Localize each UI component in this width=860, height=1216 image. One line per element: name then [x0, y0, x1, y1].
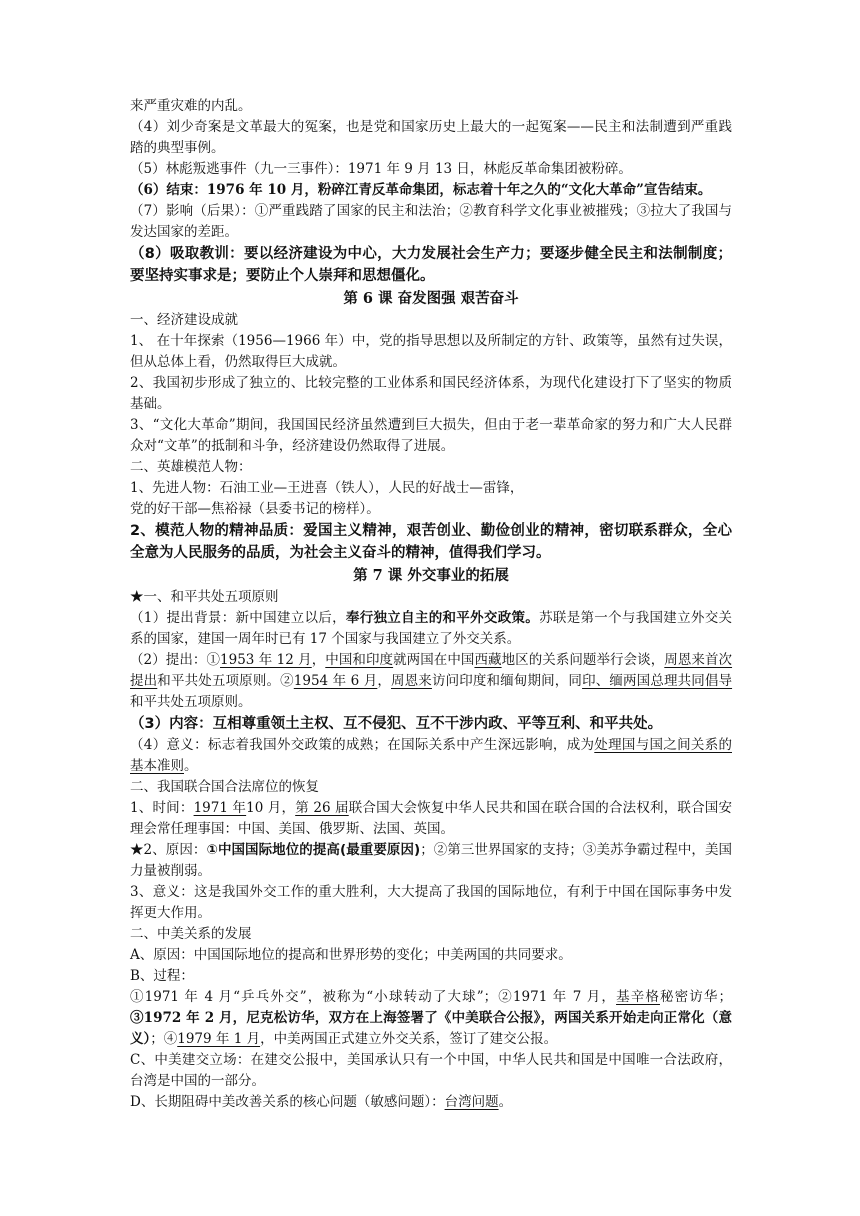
- lesson7-title: 第 7 课 外交事业的拓展: [353, 567, 509, 584]
- section-heading: 二、我国联合国合法席位的恢复: [130, 779, 319, 795]
- text-span: 地区的关系问题举行会谈，: [501, 652, 665, 668]
- underlined-text: 台湾问题: [444, 1094, 499, 1110]
- background-paragraph: [130, 608, 732, 650]
- text-span: （2）提出：①: [130, 652, 221, 668]
- text-span-bold: ①中国国际地位的提高(最重要原因): [206, 842, 421, 858]
- text-line: （5）林彪叛逃事件（九一三事件）：1971 年 9 月 13 日，林彪反革命集团被粉碎。: [130, 161, 632, 177]
- text-span: 和平共处五项原则。: [130, 694, 252, 710]
- text-span: 苏联是第一个与我国建立外交关系的国家，建国一周年时已有 17 个国家与我国建立了外交关系。: [130, 610, 733, 647]
- text-span: ，: [311, 652, 326, 668]
- lesson6-title: 第 6 课 奋发图强 艰苦奋斗: [343, 290, 519, 307]
- underlined-text: 周恩来首次提出: [130, 652, 733, 689]
- document-page: [130, 96, 732, 1113]
- text-span: 秘密访华；: [659, 989, 733, 1005]
- text-span: ，: [377, 673, 391, 689]
- text-span: 就两国在中国: [393, 652, 475, 668]
- text-span-bold: ③1972 年 2 月，尼克松访华，双方在上海签署了《中美联合公报》，两国关系开始走向正常化（意义）: [130, 1010, 732, 1047]
- section-heading: ★一、和平共处五项原则: [130, 589, 279, 605]
- underlined-text: 1954 年 6 月: [293, 673, 378, 689]
- section-heading: 一、经济建设成就: [130, 312, 238, 328]
- text-line: C、中美建交立场：在建交公报中，美国承认只有一个中国，中华人民共和国是中国唯一合法政府，台湾是中国的一部分。: [130, 1052, 732, 1089]
- text-span: （1）提出背景：新中国建立以后，: [130, 610, 346, 626]
- text-span: ；②第三世界国家的支持；③美苏争霸过程中，美国力量被削弱。: [130, 842, 732, 879]
- underlined-text: 印、缅两国总理共同倡导: [582, 673, 733, 689]
- model-spirit: 2、模范人物的精神品质：爱国主义精神，艰苦创业、勤俭创业的精神，密切联系群众，全心全意为人民服务的品质，为社会主义奋斗的精神，值得我们学习。: [130, 523, 732, 561]
- text-span: 10 月，: [246, 800, 296, 816]
- text-line: 1、 在十年探索（1956—1966 年）中，党的指导思想以及所制定的方针、政策等，虽然有过失误，但从总体上看，仍然取得巨大成就。: [130, 333, 732, 370]
- underlined-text: 1953 年 12 月: [220, 652, 312, 668]
- underlined-text: 中国和印度: [325, 652, 394, 668]
- text-span: D、长期阻碍中美改善关系的核心问题（敏感问题）：: [130, 1094, 445, 1110]
- core-issue-paragraph: [130, 1092, 732, 1113]
- text-span: ★2、原因：: [130, 842, 207, 858]
- process-paragraph: [130, 987, 732, 1050]
- un-time-paragraph: [130, 798, 732, 840]
- text-span: （4）意义：标志着我国外交政策的成熟；在国际关系中产生深远影响，成为: [130, 737, 595, 753]
- underlined-text: 1979 年 1 月: [177, 1031, 261, 1047]
- text-line: 2、我国初步形成了独立的、比较完整的工业体系和国民经济体系，为现代化建设打下了坚实的物质基础。: [130, 375, 732, 412]
- text-line: 来严重灾难的内乱。: [130, 98, 252, 114]
- un-reason-paragraph: [130, 840, 732, 882]
- section-heading: 二、中美关系的发展: [130, 926, 252, 942]
- text-span-bold: 奉行独立自主的和平外交政策。: [345, 610, 540, 626]
- text-span: 。: [184, 758, 198, 774]
- lessons-learned: （8）吸取教训：要以经济建设为中心，大力发展社会生产力；要逐步健全民主和法制制度；要坚持实事求是；要防止个人崇拜和思想僵化。: [130, 246, 732, 284]
- underlined-text: 周恩来: [391, 673, 432, 689]
- section-heading: 二、英雄模范人物：: [130, 459, 252, 475]
- underlined-text: 基辛格: [616, 989, 660, 1005]
- proposal-paragraph: [130, 650, 732, 713]
- text-line: （4）刘少奇案是文革最大的冤案，也是党和国家历史上最大的一起冤案——民主和法制遭到严重践踏的典型事例。: [130, 119, 732, 156]
- five-principles-content: （3）内容：互相尊重领土主权、互不侵犯、互不干涉内政、平等互利、和平共处。: [130, 716, 663, 732]
- text-span: ；④: [150, 1031, 178, 1047]
- text-span: 访问印度和缅甸期间，同: [431, 673, 583, 689]
- underlined-text: 第 26 届: [295, 800, 349, 816]
- text-line: 党的好干部—焦裕禄（县委书记的榜样）。: [130, 501, 380, 517]
- text-span: ，中美两国正式建立外交关系，签订了建交公报。: [260, 1031, 558, 1047]
- text-span: 和平共处五项原则。②: [157, 673, 294, 689]
- text-span: 。: [498, 1094, 513, 1110]
- text-line: A、原因：中国国际地位的提高和世界形势的变化；中美两国的共同要求。: [130, 947, 572, 963]
- text-span: ①1971 年 4 月“乒乓外交”，被称为“小球转动了大球”；②1971 年 7 月，: [130, 989, 617, 1005]
- text-line: 3、意义：这是我国外交工作的重大胜利，大大提高了我国的国际地位，有利于中国在国际事务中发挥更大作用。: [130, 884, 732, 921]
- text-line-bold: （6）结束：1976 年 10 月，粉碎江青反革命集团，标志着十年之久的“文化大革命”宣告结束。: [130, 182, 712, 198]
- underlined-text: 处理国与国之间关系的基本准则: [130, 737, 732, 774]
- text-span: 1、时间：: [130, 800, 194, 816]
- significance-paragraph: [130, 735, 732, 777]
- underlined-text: 西藏: [474, 652, 502, 668]
- underlined-text: 1971 年: [193, 800, 247, 816]
- text-span: 联合国大会恢复中华人民共和国在联合国的合法权利，联合国安理会常任理事国：中国、美国、俄罗斯、法国、英国。: [130, 800, 733, 837]
- text-line: B、过程：: [130, 968, 194, 984]
- text-line: 3、“文化大革命”期间，我国国民经济虽然遭到巨大损失，但由于老一辈革命家的努力和广大人民群众对“文革”的抵制和斗争，经济建设仍然取得了进展。: [130, 417, 732, 454]
- text-line: （7）影响（后果）：①严重践踏了国家的民主和法治；②教育科学文化事业被摧残；③拉大了我国与发达国家的差距。: [130, 203, 732, 240]
- text-line: 1、先进人物：石油工业—王进喜（铁人），人民的好战士—雷锋，: [130, 480, 524, 496]
